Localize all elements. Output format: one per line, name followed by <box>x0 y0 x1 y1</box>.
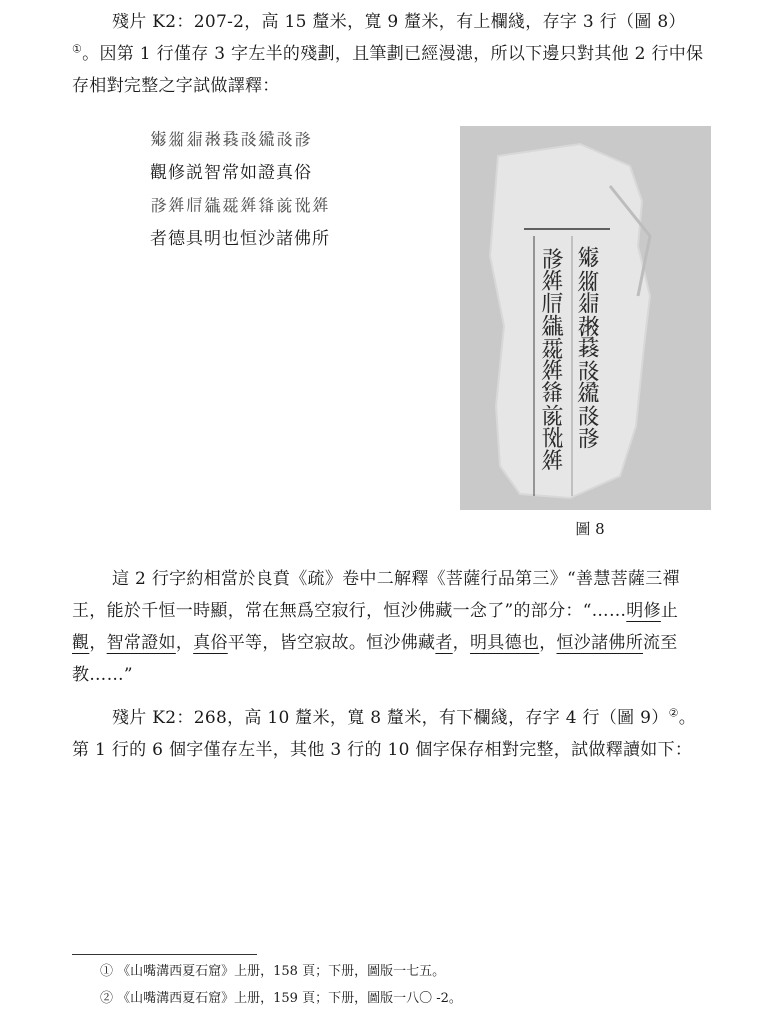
para1-rest: 因第 1 行僅存 3 字左半的殘劃，且筆劃已經漫漶，所以下邊只對其他 2 行中保存相對完整之字試做譯釋： <box>72 44 704 96</box>
footnote-1: ① 《山嘴溝西夏石窟》上册，158 頁；下册，圖版一七五。 <box>100 964 446 979</box>
underline-5: 者 <box>435 633 453 653</box>
para2-text-h: 流至教……” <box>72 633 678 685</box>
footnote-2: ② 《山嘴溝西夏石窟》上册，159 頁；下册，圖版一八〇 -2。 <box>100 991 462 1006</box>
para2-text-g: ， <box>539 633 557 653</box>
footnote-ref-1[interactable]: ① <box>72 42 83 56</box>
para2-text-d: ， <box>175 633 194 653</box>
para2-text-b: 止 <box>660 601 679 621</box>
para3-line1: 殘片 K2：268，高 10 釐米，寬 8 釐米，有下欄綫，存字 4 行（圖 9） <box>112 708 669 728</box>
underline-6: 明具德也 <box>469 633 540 653</box>
para1-end: 。 <box>82 44 100 64</box>
paragraph-fragment-k2-268 <box>72 702 712 766</box>
figure-8-caption: 圖 8 <box>575 520 605 538</box>
underline-1: 明修 <box>626 601 661 621</box>
para3-rest: 第 1 行的 6 個字僅存左半，其他 3 行的 10 個字保存相對完整，試做釋讀如下： <box>72 740 693 760</box>
para2-text-c: ， <box>89 633 107 653</box>
figure-col-2: 𗰔𗤶𗄭𗪘𗴺𗤶𗌭𗐯𗌽𗤶 <box>539 246 565 471</box>
underline-3: 智常證如 <box>106 633 176 653</box>
tangut-row-1: 𗊫𗼕𗤋𗖦𗱢𗰗𗫔𗰗𗰔 <box>150 130 312 150</box>
tangut-row-2: 𗰔𗤶𗄭𗪘𗴺𗤶𗌭𗐯𗌽𗤶 <box>150 196 330 216</box>
footnote-divider <box>72 954 257 955</box>
transcription-block <box>150 124 420 256</box>
underline-4: 真俗 <box>193 633 228 653</box>
para3-end: 。 <box>678 708 697 728</box>
para1-line1: 殘片 K2：207-2，高 15 釐米，寬 9 釐米，有上欄綫，存字 3 行（圖 8） <box>112 12 686 32</box>
paragraph-fragment-k2-207 <box>72 6 712 102</box>
para2-text-a: 這 2 行字約相當於良賁《疏》卷中二解釋《菩薩行品第三》“善慧菩薩三禪王，能於千恒一時顯，常在無爲空寂行，恒沙佛藏一念了”的部分：“…… <box>72 569 680 621</box>
chinese-row-2: 者德具明也恒沙諸佛所 <box>150 229 330 249</box>
underline-2: 觀 <box>72 633 90 653</box>
figure-col-1: 𗊫𗼕𗤋𗖦𗱢𗰗𗫔𗰗𗰔 <box>575 246 601 449</box>
footnote-ref-2[interactable]: ② <box>668 706 679 720</box>
underline-7: 恒沙諸佛所 <box>556 633 643 653</box>
chinese-row-1: 觀修説智常如證真俗 <box>150 163 312 183</box>
para2-text-f: ， <box>452 633 470 653</box>
para2-text-e: 平等，皆空寂故。恒沙佛藏 <box>227 633 436 653</box>
paragraph-sutra-correspondence <box>72 563 712 691</box>
figure-8-photo <box>460 126 711 510</box>
